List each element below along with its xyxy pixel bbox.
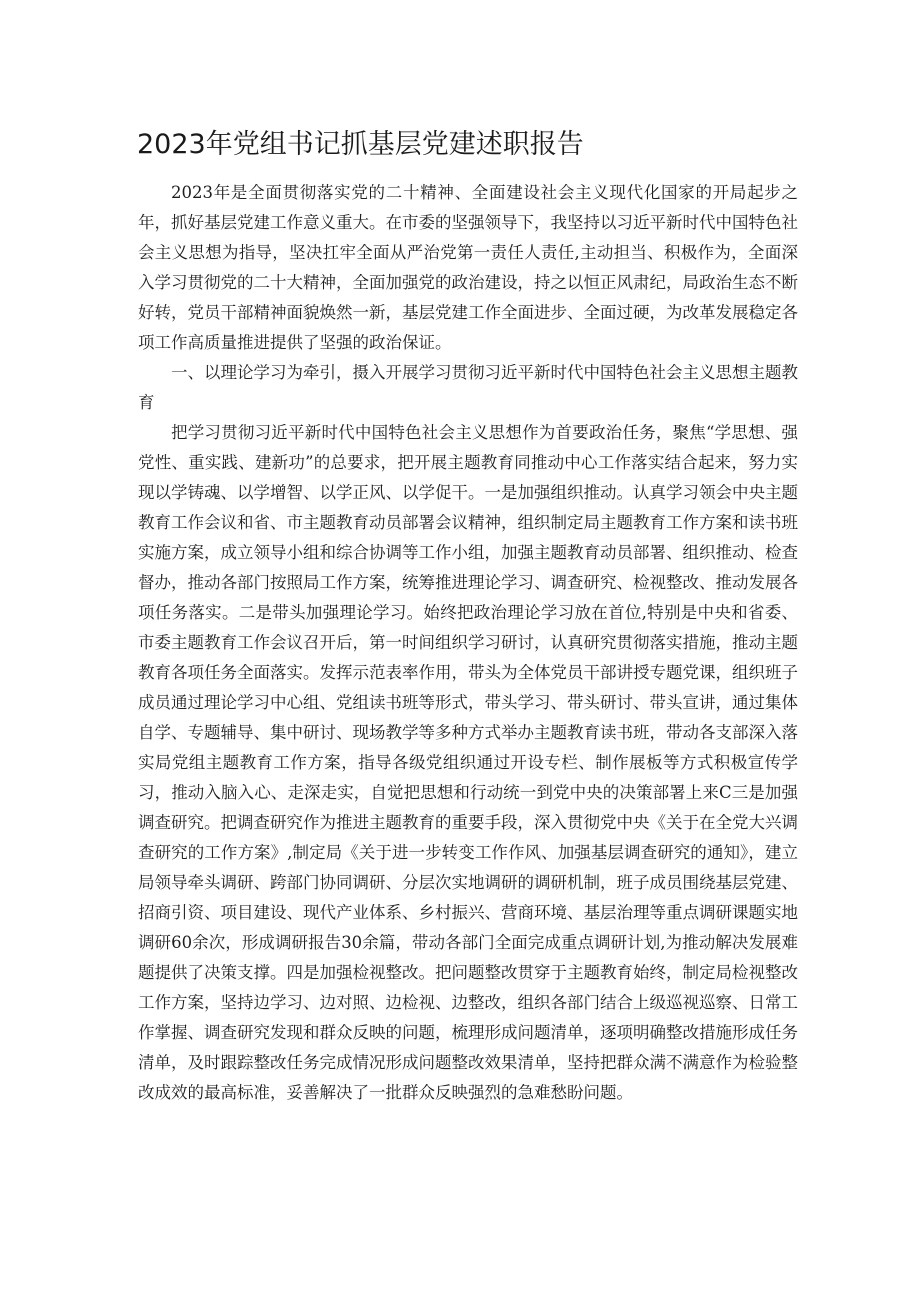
section-heading-1: 一、以理论学习为牵引，摄入开展学习贯彻习近平新时代中国特色社会主义思想主题教育	[138, 363, 798, 412]
paragraph-section-1-body: 把学习贯彻习近平新时代中国特色社会主义思想作为首要政治任务，聚焦“学思想、强党性、重实践、建新功”的总要求，把开展主题教育同推动中心工作落实结合起来，努力实现以学铸魂、以学增智、以学正风、以学促干。一是加强组织推动。认真学习领会中央主题教育工作会议和省、市主题教育动员部署会议精神，组织制定局主题教育工作方案和读书班实施方案，成立领导小组和综合协调等工作小组，加强主题教育动员部署、组织推动、检查督办，推动各部门按照局工作方案，统筹推进理论学习、调查研究、检视整改、推动发展各项任务落实。二是带头加强理论学习。始终把政治理论学习放在首位,特别是中央和省委、市委主题教育工作会议召开后，第一时间组织学习研讨，认真研究贯彻落实措施，推动主题教育各项任务全面落实。发挥示范表率作用，带头为全体党员干部讲授专题党课，组织班子成员通过理论学习中心组、党组读书班等形式，带头学习、带头研讨、带头宣讲，通过集体自学、专题辅导、集中研讨、现场教学等多种方式举办主题教育读书班，带动各支部深入落实局党组主题教育工作方案，指导各级党组织通过开设专栏、制作展板等方式积极宣传学习，推动入脑入心、走深走实，自觉把思想和行动统一到党中央的决策部署上来C三是加强调查研究。把调查研究作为推进主题教育的重要手段，深入贯彻党中央《关于在全党大兴调查研究的工作方案》,制定局《关于进一步转变工作作风、加强基层调查研究的通知》，建立局领导牵头调研、跨部门协同调研、分层次实地调研的调研机制，班子成员围绕基层党建、招商引资、项目建设、现代产业体系、乡村振兴、营商环境、基层治理等重点调研课题实地调研60余次，形成调研报告30余篇，带动各部门全面完成重点调研计划,为推动解决发展难题提供了决策支撑。四是加强检视整改。把问题整改贯穿于主题教育始终，制定局检视整改工作方案，坚持边学习、边对照、边检视、边整改，组织各部门结合上级巡视巡察、日常工作掌握、调查研究发现和群众反映的问题，梳理形成问题清单，逐项明确整改措施形成任务清单，及时跟踪整改任务完成情况形成问题整改效果清单，坚持把群众满不满意作为检验整改成效的最高标准，妥善解决了一批群众反映强烈的急难愁盼问题。	[138, 423, 798, 1102]
document-body	[138, 178, 798, 1108]
paragraph-intro: 2023年是全面贯彻落实党的二十精神、全面建设社会主义现代化国家的开局起步之年，抓好基层党建工作意义重大。在市委的坚强领导下，我坚持以习近平新时代中国特色社会主义思想为指导，坚决扛牢全面从严治党第一责任人责任,主动担当、积极作为，全面深入学习贯彻党的二十大精神，全面加强党的政治建设，持之以恒正风肃纪，局政治生态不断好转，党员干部精神面貌焕然一新，基层党建工作全面进步、全面过硬，为改革发展稳定各项工作高质量推进提供了坚强的政治保证。	[138, 183, 798, 352]
document-title: 2023年党组书记抓基层党建述职报告	[137, 129, 584, 160]
